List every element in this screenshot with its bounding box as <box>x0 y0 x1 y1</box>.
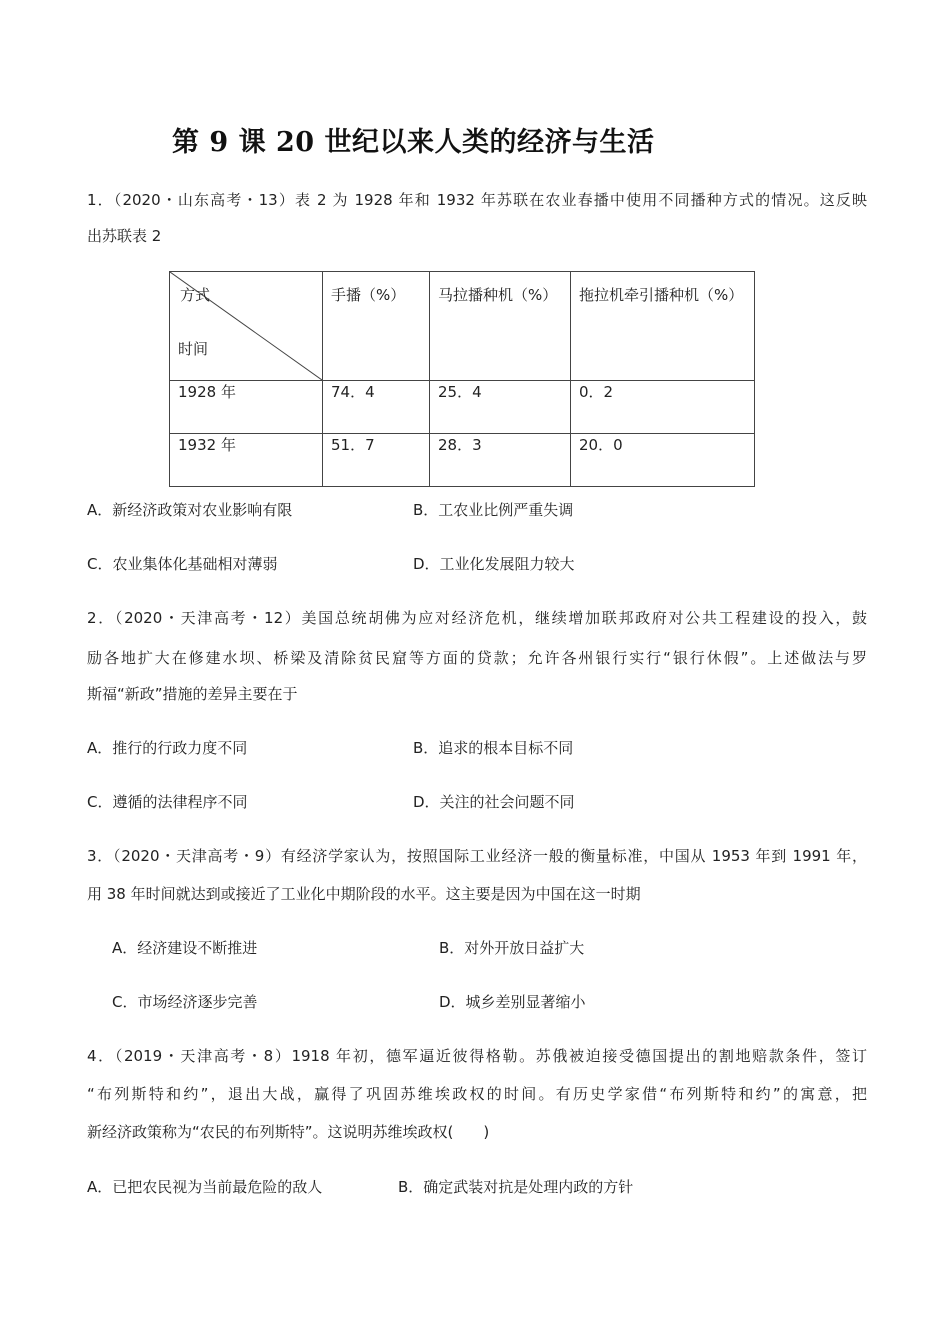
q2-option-a[interactable]: A．推行的行政力度不同 <box>87 739 248 757</box>
question-4-stem-line-3: 新经济政策称为“农民的布列斯特”。这说明苏维埃政权( ) <box>87 1123 490 1141</box>
value-cell: 51．7 <box>323 434 430 487</box>
table-header-row <box>170 272 755 381</box>
header-hand-sowing: 手播（%） <box>323 272 430 381</box>
q1-option-b[interactable]: B．工农业比例严重失调 <box>413 501 574 519</box>
question-4-stem-line-2: “布列斯特和约”，退出大战，赢得了巩固苏维埃政权的时间。有历史学家借“布列斯特和约”的寓意，把 <box>87 1085 867 1103</box>
corner-label-time: 时间 <box>178 340 209 358</box>
value-cell: 25．4 <box>430 381 571 434</box>
question-1-stem-line-2: 出苏联表 2 <box>87 227 162 245</box>
question-2-stem-line-2: 励各地扩大在修建水坝、桥梁及清除贫民窟等方面的贷款；允许各州银行实行“银行休假”。上述做法与罗 <box>87 649 867 667</box>
value-cell: 20．0 <box>571 434 755 487</box>
q4-option-b[interactable]: B．确定武装对抗是处理内政的方针 <box>398 1178 634 1196</box>
q1-option-a[interactable]: A．新经济政策对农业影响有限 <box>87 501 293 519</box>
value-cell: 0．2 <box>571 381 755 434</box>
q3-option-a[interactable]: A．经济建设不断推进 <box>112 939 258 957</box>
q3-option-c[interactable]: C．市场经济逐步完善 <box>112 993 258 1011</box>
q3-option-b[interactable]: B．对外开放日益扩大 <box>439 939 585 957</box>
q1-option-c[interactable]: C．农业集体化基础相对薄弱 <box>87 555 278 573</box>
question-4-stem-line-1: 4．（2019・天津高考・8）1918 年初，德军逼近彼得格勒。苏俄被迫接受德国提出的割地赔款条件，签订 <box>87 1047 867 1065</box>
question-2-stem-line-3: 斯福“新政”措施的差异主要在于 <box>87 685 298 703</box>
table-row <box>170 381 755 434</box>
q4-option-a[interactable]: A．已把农民视为当前最危险的敌人 <box>87 1178 323 1196</box>
q2-option-d[interactable]: D．关注的社会问题不同 <box>413 793 575 811</box>
table-corner-cell <box>170 272 323 381</box>
value-cell: 28．3 <box>430 434 571 487</box>
q2-option-c[interactable]: C．遵循的法律程序不同 <box>87 793 248 811</box>
header-horse-seeder: 马拉播种机（%） <box>430 272 571 381</box>
year-cell: 1932 年 <box>170 434 323 487</box>
q2-option-b[interactable]: B．追求的根本目标不同 <box>413 739 574 757</box>
year-cell: 1928 年 <box>170 381 323 434</box>
table-row <box>170 434 755 487</box>
question-3-stem-line-2: 用 38 年时间就达到或接近了工业化中期阶段的水平。这主要是因为中国在这一时期 <box>87 885 641 903</box>
q1-option-d[interactable]: D．工业化发展阻力较大 <box>413 555 575 573</box>
sowing-methods-table <box>169 271 755 487</box>
header-tractor-seeder: 拖拉机牵引播种机（%） <box>571 272 755 381</box>
question-2-stem-line-1: 2．（2020・天津高考・12）美国总统胡佛为应对经济危机，继续增加联邦政府对公共工程建设的投入，鼓 <box>87 609 867 627</box>
corner-label-method: 方式 <box>180 286 211 304</box>
question-1-stem-line-1: 1．（2020・山东高考・13）表 2 为 1928 年和 1932 年苏联在农业春播中使用不同播种方式的情况。这反映 <box>87 191 867 209</box>
question-3-stem-line-1: 3．（2020・天津高考・9）有经济学家认为，按照国际工业经济一般的衡量标准，中国从 1953 年到 1991 年， <box>87 847 867 865</box>
q3-option-d[interactable]: D．城乡差别显著缩小 <box>439 993 586 1011</box>
value-cell: 74．4 <box>323 381 430 434</box>
page-title: 第 9 课 20 世纪以来人类的经济与生活 <box>172 127 655 158</box>
